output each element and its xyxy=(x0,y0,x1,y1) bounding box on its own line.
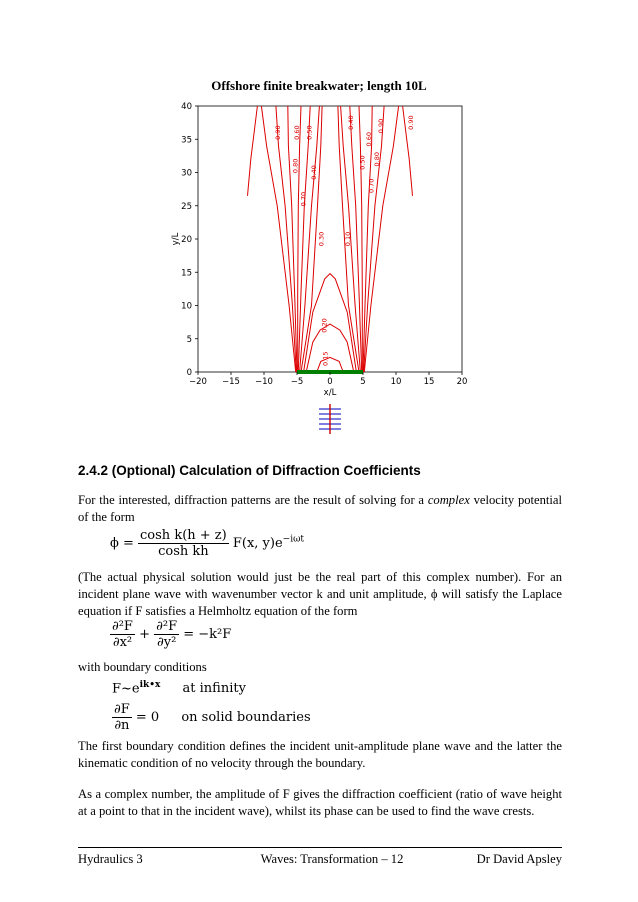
footer-course: Hydraulics 3 xyxy=(78,852,143,866)
contour-label: 0.60 xyxy=(292,125,301,140)
footer-rule xyxy=(78,847,562,848)
figure-title: Offshore finite breakwater; length 10L xyxy=(211,78,427,93)
contour-label: 0.40 xyxy=(347,115,356,130)
x-axis-label: x/L xyxy=(323,388,337,398)
x-tick-label: −20 xyxy=(189,377,207,387)
y-tick-label: 0 xyxy=(186,368,192,378)
x-tick-label: 0 xyxy=(327,377,333,387)
x-tick-label: −15 xyxy=(222,377,240,387)
contour-line xyxy=(288,106,297,372)
y-tick-label: 30 xyxy=(181,168,192,179)
equation-helmholtz: $\frac{\text{∂²F}}{\text{∂x²}}$ + $\frac{\text{∂²F}}{\text{∂y²}}$ = −k²F xyxy=(112,619,232,650)
contour-label: 0.50 xyxy=(305,125,314,140)
y-tick-label: 25 xyxy=(181,201,192,212)
y-tick-label: 10 xyxy=(181,301,192,312)
y-tick-label: 5 xyxy=(186,334,192,345)
y-tick-label: 40 xyxy=(181,102,192,112)
y-tick-label: 15 xyxy=(181,268,192,279)
equation-potential: ϕ = $\frac{\text{cosh k(h + z)}}{\text{cosh kh}}$ F(x, $y)e^{-i\omega t}$ xyxy=(110,528,305,559)
contour-label: 0.90 xyxy=(407,115,416,130)
contour-label: 0.60 xyxy=(364,132,373,147)
paragraph-helmholtz: (The actual physical solution would just be the real part of this complex number). For an incident plane wave with wavenumber vector k and unit amplitude, ϕ will satisfy the Laplace equation if F satisfies a Helmholtz equation of the form xyxy=(78,570,562,618)
paragraph-intro: For the interested, diffraction patterns are the result of solving for a complex velocity potential of the form xyxy=(78,493,563,524)
boundary-condition-solid: $\frac{\partial F}{\partial n}$ = 0 on solid boundaries xyxy=(114,702,311,733)
footer-author: Dr David Apsley xyxy=(476,852,562,866)
contour-label: 0.70 xyxy=(367,178,376,194)
y-tick-label: 20 xyxy=(181,235,192,245)
x-tick-label: 15 xyxy=(423,377,435,387)
contour-line xyxy=(306,324,354,372)
plot-frame xyxy=(198,106,462,372)
x-tick-label: −5 xyxy=(290,377,304,387)
x-tick-label: −10 xyxy=(255,377,273,387)
diffraction-contour-plot xyxy=(0,0,638,440)
contour-label: 0.80 xyxy=(372,151,381,167)
paragraph-amplitude: As a complex number, the amplitude of F gives the diffraction coefficient (ratio of wave height at a point to that in the incident wave), whilst its phase can be used to find the wave crests. xyxy=(78,787,562,818)
contour-label: 0.90 xyxy=(273,125,282,140)
contour-label: 0.20 xyxy=(320,318,329,333)
contour-label: 0.80 xyxy=(291,158,300,174)
x-tick-label: 5 xyxy=(360,377,366,387)
contour-label: 0.40 xyxy=(310,165,319,180)
contour-line xyxy=(248,106,258,196)
contour-label: 0.10 xyxy=(343,231,352,247)
contour-label: 0.50 xyxy=(358,155,367,170)
boundary-condition-infinity: $F\sim e^{ik•x}$ at infinity xyxy=(112,680,246,697)
x-tick-label: 20 xyxy=(456,377,468,387)
x-tick-label: 10 xyxy=(390,377,402,387)
section-heading: 2.4.2 (Optional) Calculation of Diffraction Coefficients xyxy=(78,463,421,478)
contour-label: 0.90 xyxy=(376,118,385,134)
y-tick-label: 35 xyxy=(181,135,192,146)
contour-label: 0.30 xyxy=(317,231,326,247)
contour-label: 0.15 xyxy=(321,351,330,366)
footer-title: Waves: Transformation – 12 xyxy=(260,852,404,866)
paragraph-bc-intro: with boundary conditions xyxy=(78,660,207,674)
paragraph-bc-explain: The first boundary condition defines the incident unit-amplitude plane wave and the latter the kinematic condition of no velocity through the boundary. xyxy=(78,739,562,770)
contour-label: 0.70 xyxy=(299,191,308,207)
y-axis-label: y/L xyxy=(171,232,181,246)
